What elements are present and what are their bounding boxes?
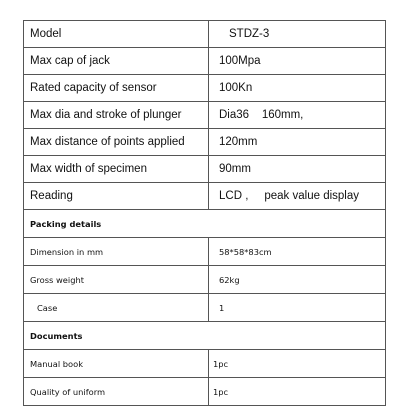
section-title: Packing details: [24, 210, 386, 238]
section-header-packing: [24, 210, 386, 238]
spec-label: Max cap of jack: [24, 48, 209, 75]
packing-label: Dimension in mm: [24, 238, 209, 266]
table-row: [24, 102, 386, 129]
packing-value: 62kg: [209, 266, 386, 294]
spec-label: Max distance of points applied: [24, 129, 209, 156]
spec-value: 100Kn: [209, 75, 386, 102]
spec-label: Reading: [24, 183, 209, 210]
spec-value: 100Mpa: [209, 48, 386, 75]
table-row: [24, 378, 386, 406]
packing-value: 1: [209, 294, 386, 322]
table-row: [24, 183, 386, 210]
section-title: Documents: [24, 322, 386, 350]
spec-value: STDZ-3: [209, 21, 386, 48]
packing-label: Gross weight: [24, 266, 209, 294]
table-row: [24, 129, 386, 156]
spec-value: 120mm: [209, 129, 386, 156]
table-row: [24, 294, 386, 322]
table-row: [24, 48, 386, 75]
spec-value: Dia36 160mm,: [209, 102, 386, 129]
table-row: [24, 350, 386, 378]
packing-label: Case: [24, 294, 209, 322]
spec-label: Rated capacity of sensor: [24, 75, 209, 102]
document-value: 1pc: [209, 350, 386, 378]
spec-label: Max width of specimen: [24, 156, 209, 183]
specification-table: [23, 20, 386, 406]
document-value: 1pc: [209, 378, 386, 406]
table-row: [24, 266, 386, 294]
section-header-documents: [24, 322, 386, 350]
table-row: [24, 75, 386, 102]
table-row: [24, 156, 386, 183]
spec-value: 90mm: [209, 156, 386, 183]
spec-value: LCD , peak value display: [209, 183, 386, 210]
table-row: [24, 21, 386, 48]
packing-value: 58*58*83cm: [209, 238, 386, 266]
spec-label: Max dia and stroke of plunger: [24, 102, 209, 129]
table-row: [24, 238, 386, 266]
document-label: Quality of uniform: [24, 378, 209, 406]
spec-label: Model: [24, 21, 209, 48]
document-label: Manual book: [24, 350, 209, 378]
